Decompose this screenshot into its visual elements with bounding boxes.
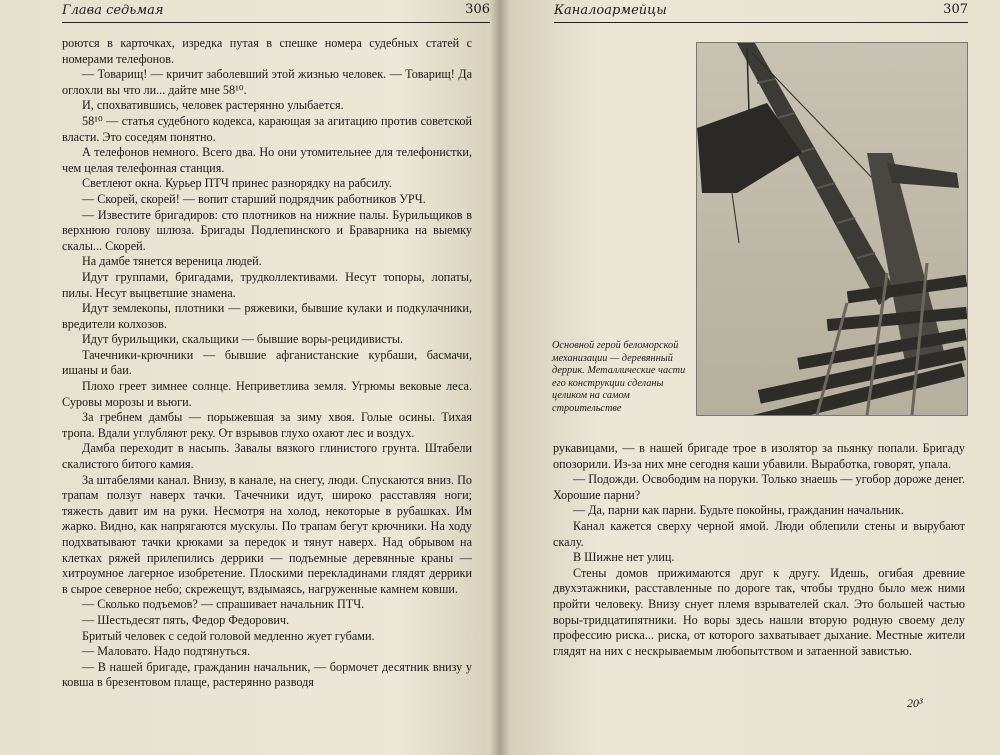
signature-mark: 20³ [907,696,923,710]
paragraph: Тачечники-крючники — бывшие афганистанские курбаши, басмачи, ишаны и баи. [62,347,472,378]
paragraph: Плохо греет зимнее солнце. Неприветлива земля. Угрюмы вековые леса. Суровы морозы и вьюги. [62,379,472,409]
page-number: 307 [943,2,968,17]
right-body-text [553,441,965,659]
paragraph: За штабелями канал. Внизу, в канале, на снегу, люди. Спускаются вниз. По трапам ползут наверх тачки. Тачечники идут, широко расставляя ноги; тяжесть давит им на руки. Несмотря на холод, некоторые в рубашках. Им жарко. Видно, как напрягаются мускулы. По трапам бегут крючники. На ходу подхватывают тачки крюками за передок и тянут наверх. Над обрывом на клетках ряжей прилепились деррики — подъемные деревянные краны — хитроумное лагерное изобретение. Плоскими перекладинами глядят деррики в сырое северное небо; скрежещут, вздымаясь, нагруженные камнем ковши. [62,472,472,596]
right-page [512,0,1000,755]
paragraph: — Сколько подъемов? — спрашивает начальник ПТЧ. [82,597,365,612]
paragraph: А телефонов немного. Всего два. Но они утомительнее для телефонистки, чем целая телефонная станция. [62,145,472,175]
paragraph: Стены домов прижимаются друг к другу. Идешь, огибая древние двухэтажники, расставленные по дороге так, чтобы трудно было меж ними пройти человеку. Внизу снует племя взрывателей скал. Это большей частью воры-тридцатипятники. Но воры здесь нашли вторую родную своему делу профессию риска... риска, от которого захватывает дыхание. Местные жители глядят на них с нескрываемым любопытством и затаенной завистью. [553,565,965,658]
paragraph: — Товарищ! — кричит заболевший этой жизнью человек. — Товарищ! Да оглохли вы что ли... дайте мне 58¹⁰. [62,67,472,97]
paragraph: — Да, парни как парни. Будьте покойны, гражданин начальник. [573,503,904,518]
paragraph: рукавицами, — в нашей бригаде трое в изолятор за пьянку попали. Бригаду опозорили. Из-за них мне сегодня каши убавили. Выработка, говорят, упала. [553,441,965,471]
paragraph: Дамба переходит в насыпь. Завалы вязкого глинистого грунта. Штабели скалистого битого камия. [62,441,472,472]
paragraph: И, спохватившись, человек растерянно улыбается. [82,98,344,113]
figure-caption: Основной герой беломорской механизации — деревянный деррик. Металлические части его конструкции сделаны целиком на самом строительстве [552,340,686,414]
paragraph: 58¹⁰ — статья судебного кодекса, карающая за агитацию против советской власти. Это соседям понятно. [62,113,472,144]
chapter-title: Каналоармейцы [554,3,667,18]
paragraph: — Известите бригадиров: сто плотников на нижние палы. Бурильщиков в верхнюю голову шлюза. Бригады Подлепинского и Браварника на выемку скалы... Скорей. [62,207,472,253]
paragraph: На дамбе тянется вереница людей. [82,254,262,269]
paragraph: роются в карточках, изредка путая в спешке номера судебных статей с номерами телефонов. [62,36,472,66]
derrick-crane-photo [696,42,968,416]
paragraph: За гребнем дамбы — порыжевшая за зиму хвоя. Голые осины. Тихая тропа. Вдали углубляют реку. От взрывов глухо охают лес и воздух. [62,410,472,440]
left-running-header [62,2,490,23]
paragraph: Бритый человек с седой головой медленно жует губами. [82,628,375,643]
paragraph: Идут землекопы, плотники — ряжевики, бывшие кулаки и подкулачники, вредители колхозов. [62,301,472,331]
paragraph: — В нашей бригаде, гражданин начальник, — бормочет десятник внизу у ковша в брезентовом плаще, растерянно разводя [62,659,472,690]
paragraph: Идут бурильщики, скальщики — бывшие воры-рецидивисты. [82,332,404,347]
paragraph: В Шижне нет улиц. [573,550,675,565]
left-page [0,0,498,755]
paragraph: Светлеют окна. Курьер ПТЧ принес разнорядку на рабсилу. [82,176,392,191]
paragraph: — Шестьдесят пять, Федор Федорович. [82,612,290,627]
derrick-photo-illustration [697,43,967,415]
chapter-title: Глава седьмая [62,3,164,18]
paragraph: — Скорей, скорей! — вопит старший подрядчик работников УРЧ. [82,191,426,206]
right-running-header [554,2,968,23]
page-number: 306 [465,2,490,17]
left-body-text [62,36,472,691]
paragraph: Канал кажется сверху черной ямой. Люди облепили стены и вырубают скалу. [553,518,965,549]
paragraph: Идут группами, бригадами, трудколлективами. Несут топоры, лопаты, пилы. Несут выцветшие знамена. [62,269,472,300]
paragraph: — Маловато. Надо подтянуться. [82,644,251,659]
paragraph: — Подожди. Освободим на поруки. Только знаешь — угобор дороже денег. Хорошие парни? [553,472,965,502]
